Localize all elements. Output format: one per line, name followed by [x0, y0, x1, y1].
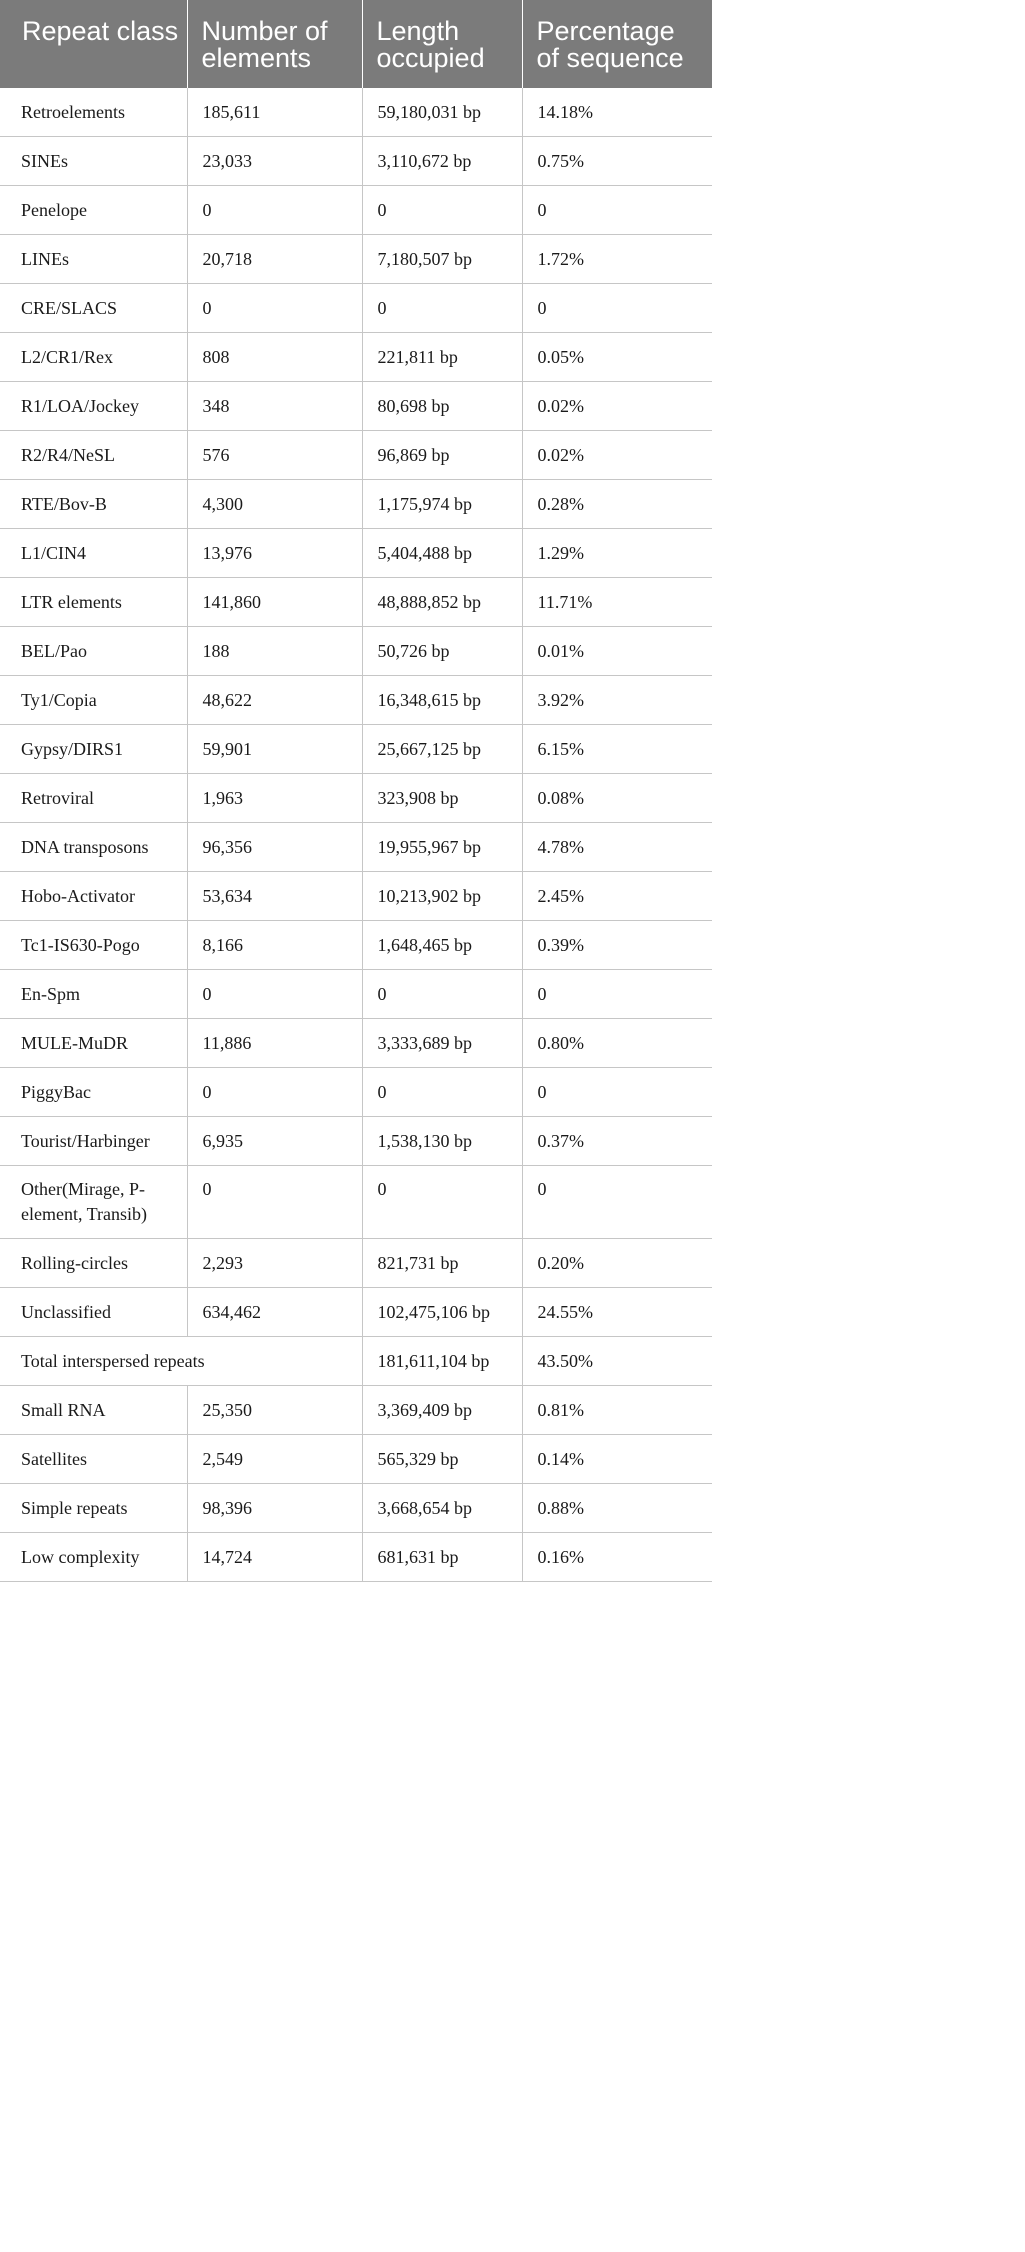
- cell-percentage: 0.80%: [522, 1019, 712, 1068]
- cell-length: 0: [362, 1166, 522, 1239]
- table-row: [0, 431, 712, 480]
- cell-number: 8,166: [187, 921, 362, 970]
- table-row: [0, 676, 712, 725]
- cell-percentage: 0.81%: [522, 1386, 712, 1435]
- cell-percentage: 0: [522, 284, 712, 333]
- cell-length: 25,667,125 bp: [362, 725, 522, 774]
- cell-percentage: 0.14%: [522, 1435, 712, 1484]
- cell-number: 185,611: [187, 88, 362, 137]
- cell-percentage: 0.28%: [522, 480, 712, 529]
- cell-length: 3,110,672 bp: [362, 137, 522, 186]
- cell-length: 16,348,615 bp: [362, 676, 522, 725]
- repeat-class-table: [0, 0, 712, 1582]
- cell-percentage: 24.55%: [522, 1288, 712, 1337]
- table-row: [0, 1533, 712, 1582]
- cell-length: 48,888,852 bp: [362, 578, 522, 627]
- cell-percentage: 0.88%: [522, 1484, 712, 1533]
- cell-repeat-class: R2/R4/NeSL: [0, 431, 187, 480]
- cell-length: 102,475,106 bp: [362, 1288, 522, 1337]
- cell-repeat-class: Gypsy/DIRS1: [0, 725, 187, 774]
- cell-repeat-class: Retroviral: [0, 774, 187, 823]
- cell-length: 3,668,654 bp: [362, 1484, 522, 1533]
- cell-percentage: 0.20%: [522, 1239, 712, 1288]
- cell-number: 25,350: [187, 1386, 362, 1435]
- cell-length: 0: [362, 284, 522, 333]
- cell-repeat-class: Small RNA: [0, 1386, 187, 1435]
- table-row: [0, 1484, 712, 1533]
- cell-number: 13,976: [187, 529, 362, 578]
- cell-length: 10,213,902 bp: [362, 872, 522, 921]
- cell-number: 23,033: [187, 137, 362, 186]
- table-body: [0, 88, 712, 1582]
- cell-percentage: 0.39%: [522, 921, 712, 970]
- cell-repeat-class: MULE-MuDR: [0, 1019, 187, 1068]
- table-row: [0, 872, 712, 921]
- table-row: [0, 578, 712, 627]
- cell-number: 6,935: [187, 1117, 362, 1166]
- cell-repeat-class: CRE/SLACS: [0, 284, 187, 333]
- cell-number: 11,886: [187, 1019, 362, 1068]
- cell-percentage: 0.37%: [522, 1117, 712, 1166]
- cell-percentage: 1.72%: [522, 235, 712, 284]
- table-row: [0, 1117, 712, 1166]
- cell-length: 96,869 bp: [362, 431, 522, 480]
- table-row: [0, 186, 712, 235]
- table-row: [0, 627, 712, 676]
- table-row: [0, 1166, 712, 1239]
- repeat-table-container: [0, 0, 712, 1582]
- cell-number: 0: [187, 970, 362, 1019]
- cell-repeat-class: Penelope: [0, 186, 187, 235]
- header-length-occupied: Length occupied: [362, 0, 522, 88]
- cell-length: 3,333,689 bp: [362, 1019, 522, 1068]
- cell-percentage: 11.71%: [522, 578, 712, 627]
- cell-length: 221,811 bp: [362, 333, 522, 382]
- cell-number: 2,549: [187, 1435, 362, 1484]
- cell-number: 0: [187, 186, 362, 235]
- cell-percentage: 2.45%: [522, 872, 712, 921]
- cell-percentage: 0.08%: [522, 774, 712, 823]
- table-row: [0, 1435, 712, 1484]
- cell-percentage: 0: [522, 1068, 712, 1117]
- cell-length: 1,175,974 bp: [362, 480, 522, 529]
- cell-number: 4,300: [187, 480, 362, 529]
- cell-percentage: 6.15%: [522, 725, 712, 774]
- cell-length: 0: [362, 186, 522, 235]
- table-row: [0, 1288, 712, 1337]
- cell-number: 0: [187, 1166, 362, 1239]
- cell-repeat-class: PiggyBac: [0, 1068, 187, 1117]
- cell-number: 14,724: [187, 1533, 362, 1582]
- cell-length: 323,908 bp: [362, 774, 522, 823]
- cell-number: 20,718: [187, 235, 362, 284]
- cell-repeat-class: Ty1/Copia: [0, 676, 187, 725]
- cell-length: 0: [362, 1068, 522, 1117]
- cell-repeat-class: DNA transposons: [0, 823, 187, 872]
- cell-repeat-class: L1/CIN4: [0, 529, 187, 578]
- cell-repeat-class: Hobo-Activator: [0, 872, 187, 921]
- cell-length: 821,731 bp: [362, 1239, 522, 1288]
- cell-number: 1,963: [187, 774, 362, 823]
- cell-number: 808: [187, 333, 362, 382]
- cell-percentage: 0.16%: [522, 1533, 712, 1582]
- cell-number: 59,901: [187, 725, 362, 774]
- table-row: [0, 333, 712, 382]
- cell-number: 634,462: [187, 1288, 362, 1337]
- cell-number: 0: [187, 284, 362, 333]
- header-percentage-of-sequence: Percentage of sequence: [522, 0, 712, 88]
- table-row: [0, 1239, 712, 1288]
- table-row: [0, 823, 712, 872]
- table-row: [0, 1386, 712, 1435]
- cell-percentage: 0.01%: [522, 627, 712, 676]
- cell-number: 48,622: [187, 676, 362, 725]
- cell-percentage: 4.78%: [522, 823, 712, 872]
- header-number-of-elements: Number of elements: [187, 0, 362, 88]
- cell-length: 50,726 bp: [362, 627, 522, 676]
- cell-length: 565,329 bp: [362, 1435, 522, 1484]
- cell-repeat-class: Tourist/Harbinger: [0, 1117, 187, 1166]
- cell-number: 348: [187, 382, 362, 431]
- cell-repeat-class: Rolling-circles: [0, 1239, 187, 1288]
- cell-repeat-class: Other(Mirage, P-element, Transib): [0, 1166, 187, 1239]
- cell-number: 0: [187, 1068, 362, 1117]
- cell-number: 98,396: [187, 1484, 362, 1533]
- cell-number: 2,293: [187, 1239, 362, 1288]
- cell-number: 53,634: [187, 872, 362, 921]
- cell-repeat-class: Retroelements: [0, 88, 187, 137]
- cell-percentage: 0: [522, 970, 712, 1019]
- total-row: [0, 1337, 712, 1386]
- cell-length: 80,698 bp: [362, 382, 522, 431]
- cell-length: 7,180,507 bp: [362, 235, 522, 284]
- cell-repeat-class: BEL/Pao: [0, 627, 187, 676]
- cell-repeat-class: Simple repeats: [0, 1484, 187, 1533]
- cell-percentage: 1.29%: [522, 529, 712, 578]
- table-header: [0, 0, 712, 88]
- table-row: [0, 235, 712, 284]
- cell-total-length: 181,611,104 bp: [362, 1337, 522, 1386]
- table-row: [0, 1068, 712, 1117]
- cell-number: 576: [187, 431, 362, 480]
- table-row: [0, 382, 712, 431]
- table-row: [0, 1019, 712, 1068]
- table-row: [0, 970, 712, 1019]
- cell-length: 1,648,465 bp: [362, 921, 522, 970]
- cell-repeat-class: Tc1-IS630-Pogo: [0, 921, 187, 970]
- table-row: [0, 774, 712, 823]
- cell-repeat-class: R1/LOA/Jockey: [0, 382, 187, 431]
- cell-length: 59,180,031 bp: [362, 88, 522, 137]
- header-repeat-class: Repeat class: [0, 0, 187, 88]
- cell-repeat-class: Unclassified: [0, 1288, 187, 1337]
- cell-length: 5,404,488 bp: [362, 529, 522, 578]
- cell-length: 19,955,967 bp: [362, 823, 522, 872]
- cell-repeat-class: L2/CR1/Rex: [0, 333, 187, 382]
- cell-repeat-class: En-Spm: [0, 970, 187, 1019]
- cell-repeat-class: RTE/Bov-B: [0, 480, 187, 529]
- cell-percentage: 0: [522, 186, 712, 235]
- cell-number: 96,356: [187, 823, 362, 872]
- table-row: [0, 921, 712, 970]
- cell-total-percentage: 43.50%: [522, 1337, 712, 1386]
- cell-percentage: 0.02%: [522, 431, 712, 480]
- cell-number: 141,860: [187, 578, 362, 627]
- cell-repeat-class: Low complexity: [0, 1533, 187, 1582]
- cell-repeat-class: LINEs: [0, 235, 187, 284]
- cell-percentage: 14.18%: [522, 88, 712, 137]
- cell-number: 188: [187, 627, 362, 676]
- table-row: [0, 137, 712, 186]
- cell-repeat-class: SINEs: [0, 137, 187, 186]
- table-row: [0, 725, 712, 774]
- cell-length: 1,538,130 bp: [362, 1117, 522, 1166]
- cell-repeat-class: Satellites: [0, 1435, 187, 1484]
- cell-percentage: 3.92%: [522, 676, 712, 725]
- cell-percentage: 0.75%: [522, 137, 712, 186]
- cell-length: 3,369,409 bp: [362, 1386, 522, 1435]
- table-row: [0, 88, 712, 137]
- cell-percentage: 0.02%: [522, 382, 712, 431]
- header-row: [0, 0, 712, 88]
- table-row: [0, 284, 712, 333]
- table-row: [0, 529, 712, 578]
- cell-percentage: 0: [522, 1166, 712, 1239]
- cell-repeat-class: LTR elements: [0, 578, 187, 627]
- cell-percentage: 0.05%: [522, 333, 712, 382]
- cell-length: 681,631 bp: [362, 1533, 522, 1582]
- cell-length: 0: [362, 970, 522, 1019]
- table-row: [0, 480, 712, 529]
- cell-total-label: Total interspersed repeats: [0, 1337, 362, 1386]
